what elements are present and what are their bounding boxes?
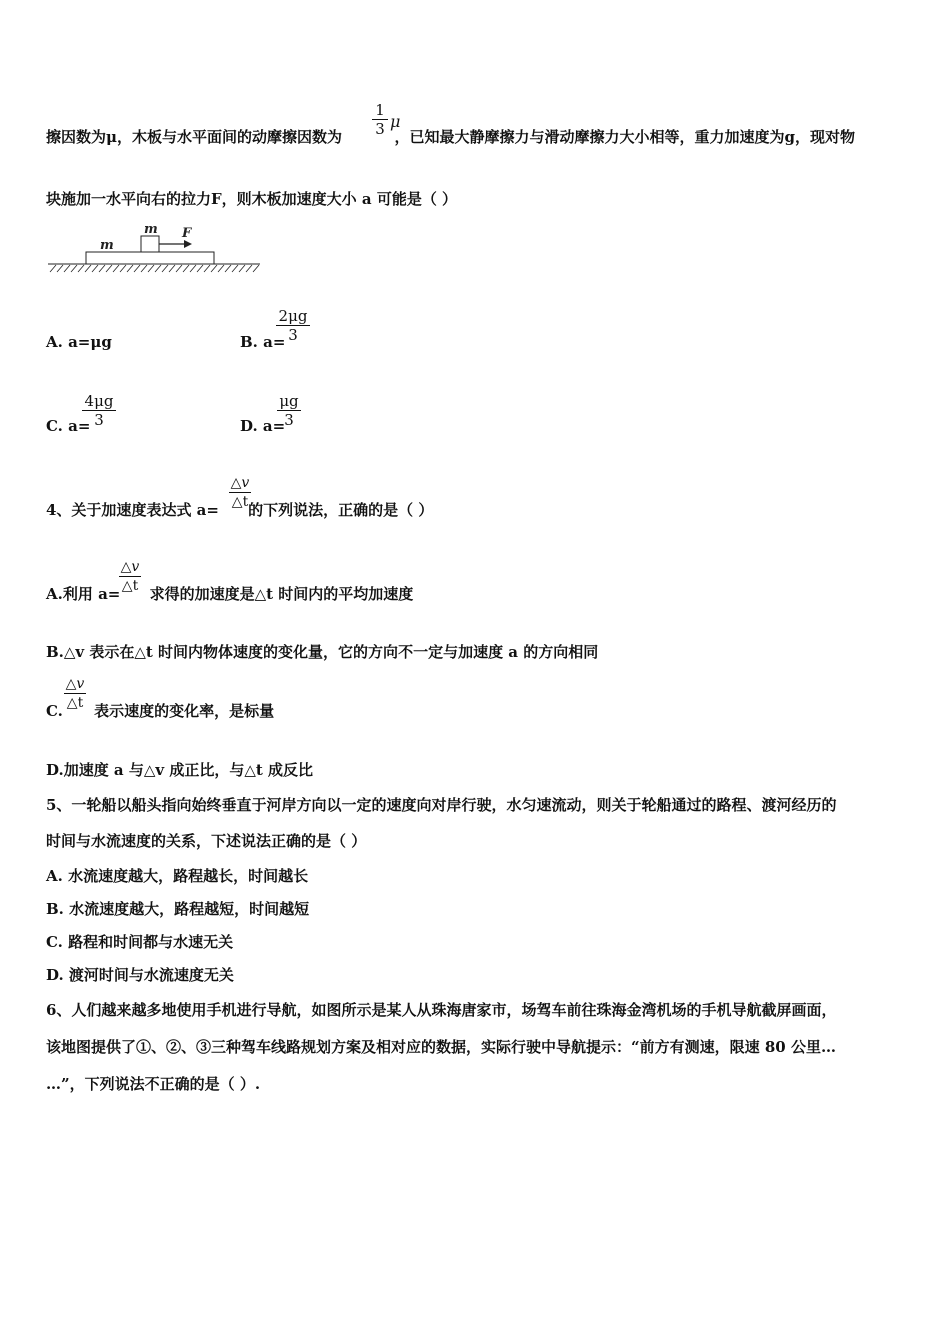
q5-option-a: A. 水流速度越大，路程越长，时间越长 <box>46 867 309 885</box>
q3-option-b-prefix: B. a= <box>240 333 286 351</box>
q3-option-d-fraction <box>277 392 301 429</box>
q4-option-d: D.加速度 a 与△v 成正比，与△t 成反比 <box>46 761 314 779</box>
q5-option-d: D. 渡河时间与水流速度无关 <box>46 966 234 984</box>
q4-stem-before: 4、关于加速度表达式 a= <box>46 501 219 519</box>
q3-option-c-fraction <box>82 392 116 429</box>
q4-option-b: B.△v 表示在△t 时间内物体速度的变化量，它的方向不一定与加速度 a 的方向相同 <box>46 643 599 661</box>
q5-line2: 时间与水流速度的关系，下述说法正确的是（ ） <box>46 832 367 850</box>
q4-option-a-prefix: A.利用 a= <box>46 585 121 603</box>
q5-line1: 5、一轮船以船头指向始终垂直于河岸方向以一定的速度向对岸行驶，水匀速流动，则关于轮船通过的路程、渡河经历的 <box>46 796 837 814</box>
q3-line1-after: ，已知最大静摩擦力与滑动摩擦力大小相等，重力加速度为g，现对物 <box>394 128 855 146</box>
q3-option-b-den: 3 <box>288 326 298 344</box>
q4-option-a-after: 求得的加速度是△t 时间内的平均加速度 <box>144 585 414 603</box>
q4-option-a-frac-den: △t <box>121 578 139 594</box>
q3-option-a: A. a=μg <box>46 333 112 351</box>
q3-option-d-den: 3 <box>284 411 294 429</box>
q4-option-a-frac-num: △v <box>120 559 140 575</box>
q3-line1-before: 擦因数为μ，木板与水平面间的动摩擦因数为 <box>46 128 342 146</box>
q3-fraction <box>372 101 388 138</box>
q4-option-c-frac-den: △t <box>66 695 84 711</box>
q3-option-b-num: 2μg <box>278 307 308 325</box>
q4-option-a-fraction <box>119 558 141 595</box>
q4-stem-frac-num: △v <box>230 475 250 491</box>
q6-line2: 该地图提供了①、②、③三种驾车线路规划方案及相对应的数据，实际行驶中导航提示：“前方有测速，限速 80 公里… <box>46 1038 836 1056</box>
q3-option-c-den: 3 <box>94 411 104 429</box>
q4-option-c-prefix: C. <box>46 702 63 720</box>
q3-option-b-fraction <box>276 307 310 344</box>
q4-stem-after: 的下列说法，正确的是（ ） <box>242 501 434 519</box>
q3-option-d-num: μg <box>279 392 299 410</box>
q4-option-c-after: 表示速度的变化率，是标量 <box>88 702 275 720</box>
force-arrowhead <box>184 240 192 248</box>
q3-frac-mu: μ <box>390 112 401 131</box>
q3-frac-num: 1 <box>375 101 385 119</box>
q4-option-c-fraction <box>64 675 86 712</box>
q4-option-a <box>46 584 413 604</box>
q3-line2: 块施加一水平向右的拉力F，则木板加速度大小 a 可能是（ ） <box>46 190 458 208</box>
q3-line1 <box>46 127 855 147</box>
q4-option-c-frac-num: △v <box>65 676 85 692</box>
q4-stem-frac-den: △t <box>231 494 249 510</box>
board-shape <box>86 252 214 264</box>
force-label: F <box>182 226 192 241</box>
q6-line3: …”，下列说法不正确的是（ ）. <box>46 1075 261 1093</box>
q6-line1: 6、人们越来越多地使用手机进行导航，如图所示是某人从珠海唐家市，场驾车前往珠海金湾机场的手机导航截屏画面， <box>46 1001 837 1019</box>
q5-option-b: B. 水流速度越大，路程越短，时间越短 <box>46 900 310 918</box>
q4-stem-fraction <box>229 474 251 511</box>
q3-option-d-prefix: D. a= <box>240 417 286 435</box>
q3-option-c-prefix: C. a= <box>46 417 91 435</box>
board-label: m <box>100 238 114 253</box>
block-label: m <box>144 222 158 237</box>
q3-option-c-num: 4μg <box>84 392 114 410</box>
q5-option-c: C. 路程和时间都与水速无关 <box>46 933 234 951</box>
q3-frac-den: 3 <box>375 120 385 138</box>
block-shape <box>141 236 159 252</box>
board-block-figure <box>48 220 263 276</box>
